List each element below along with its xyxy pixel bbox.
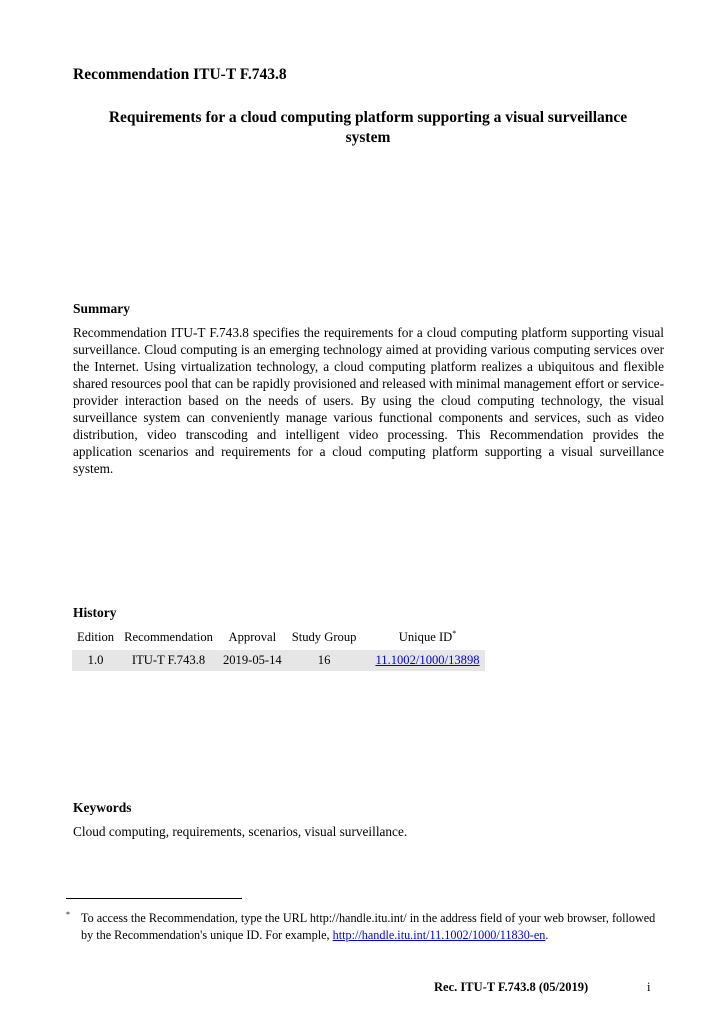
unique-id-link[interactable]: 11.1002/1000/13898 <box>375 653 480 667</box>
col-header-unique-id: Unique ID* <box>398 628 457 644</box>
footnote <box>66 910 662 943</box>
cell-edition: 1.0 <box>72 650 119 671</box>
history-header-row <box>72 628 485 650</box>
footnote-example-link[interactable]: http://handle.itu.int/11.1002/1000/11830-en <box>332 927 546 942</box>
document-title: Requirements for a cloud computing platform supporting a visual surveillance system <box>108 109 628 146</box>
history-heading: History <box>73 605 117 620</box>
recommendation-id: Recommendation ITU-T F.743.8 <box>73 66 287 83</box>
cell-study-group: 16 <box>287 650 362 671</box>
summary-heading: Summary <box>73 301 130 316</box>
summary-text: Recommendation ITU-T F.743.8 specifies the requirements for a cloud computing platform supporting visual surveillance. Cloud computing is an emerging technology aimed at providing various computing services over the Internet. Using virtualization technology, a cloud computing platform realizes a ubiquitous and flexible shared resources pool that can be rapidly provisioned and released with minimal management effort or service-provider interaction based on the needs of users. By using the cloud computing technology, the visual surveillance system can conveniently manage various functional components and services, such as video distribution, video transcoding and intelligent video processing. This Recommendation provides the application scenarios and requirements for a cloud computing platform supporting a visual surveillance system. <box>73 325 664 476</box>
footnote-marker: * <box>66 910 70 919</box>
cell-unique-id <box>361 650 484 671</box>
col-header-edition: Edition <box>77 630 115 644</box>
footnote-text: To access the Recommendation, type the URL http://handle.itu.int/ in the address field of your web browser, followed by the Recommendation's unique ID. For example, <box>81 911 656 942</box>
cell-recommendation: ITU-T F.743.8 <box>119 650 218 671</box>
col-header-recommendation: Recommendation <box>124 630 213 644</box>
col-header-study-group: Study Group <box>291 630 357 644</box>
keywords-heading: Keywords <box>73 800 132 815</box>
keywords-text: Cloud computing, requirements, scenarios, visual surveillance. <box>73 824 408 839</box>
page-number: i <box>647 980 651 994</box>
footnote-divider <box>66 898 242 899</box>
running-footer: Rec. ITU-T F.743.8 (05/2019) <box>434 980 589 994</box>
col-header-approval: Approval <box>228 630 277 644</box>
table-row <box>72 650 485 671</box>
footnote-marker: * <box>452 628 457 638</box>
footnote-end: . <box>545 927 549 942</box>
history-table <box>72 628 485 671</box>
cell-approval: 2019-05-14 <box>218 650 287 671</box>
